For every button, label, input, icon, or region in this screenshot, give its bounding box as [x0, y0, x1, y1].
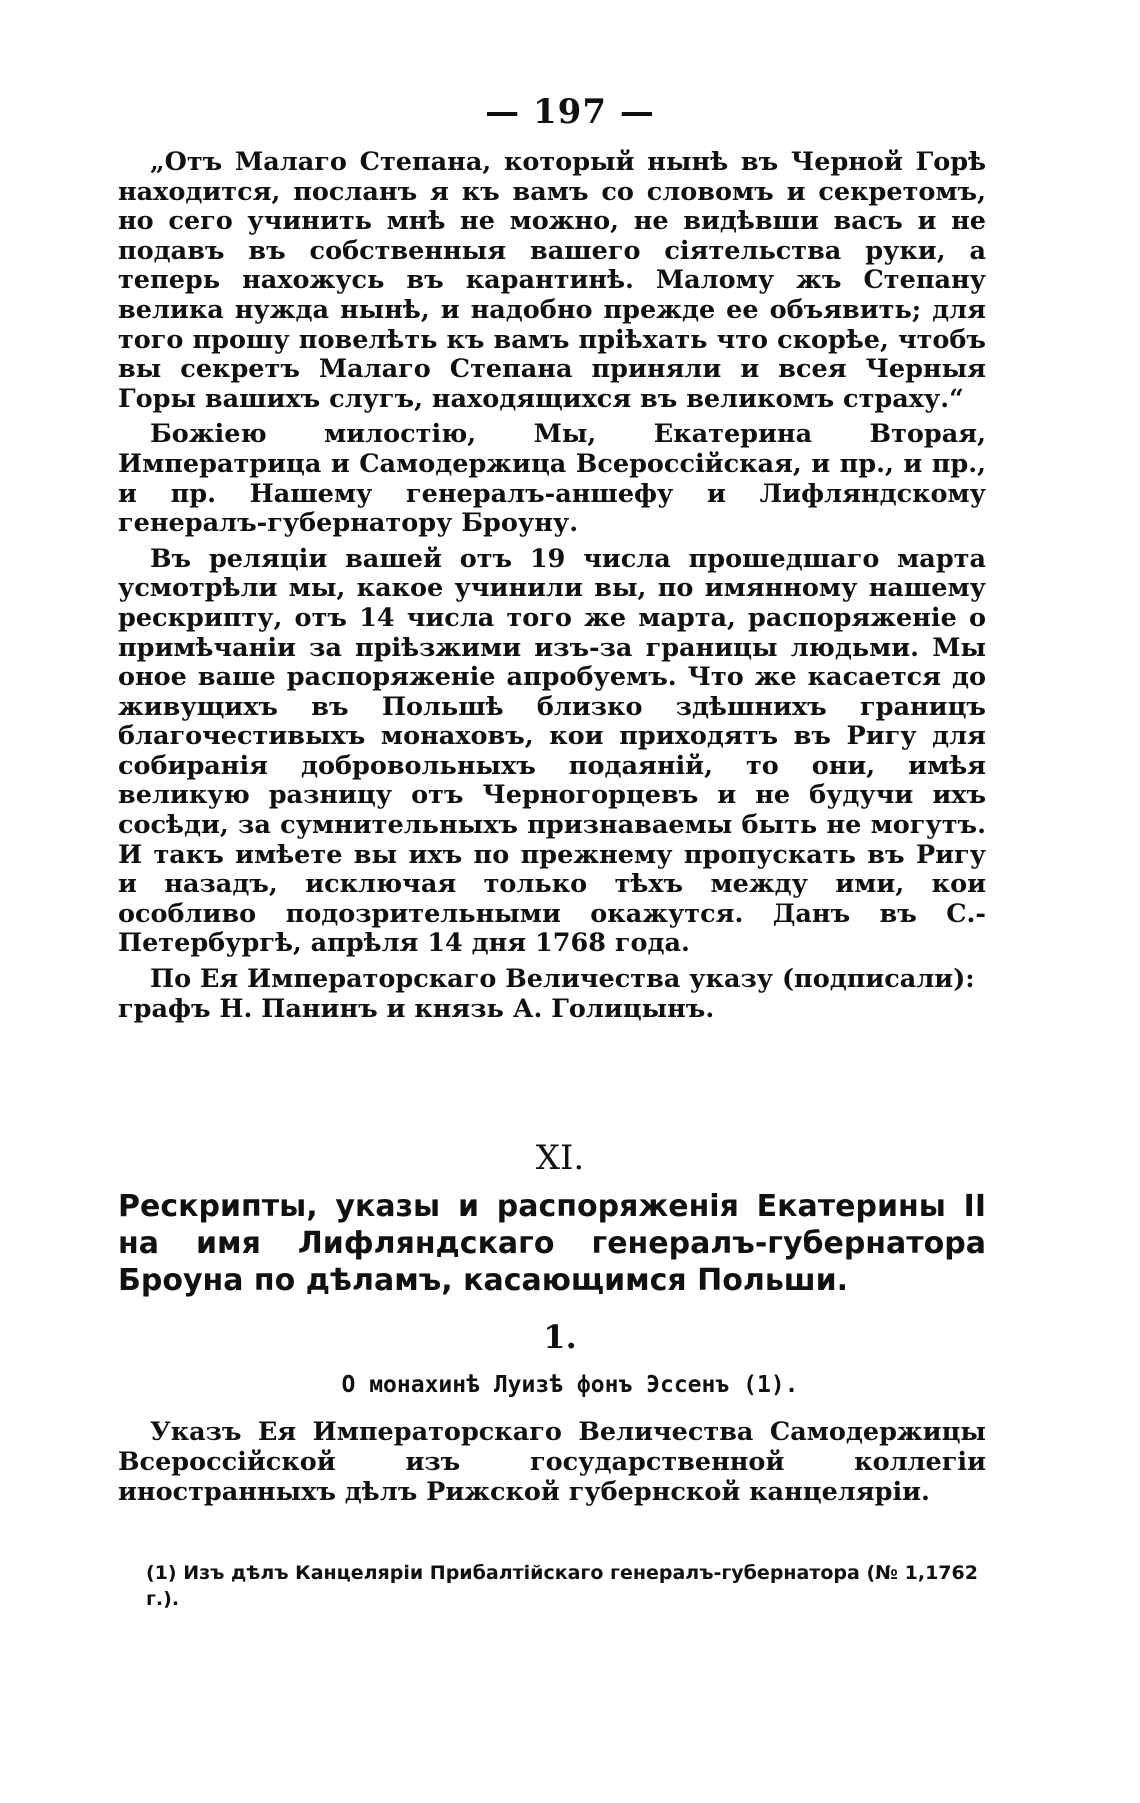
subsection-number: 1.	[543, 1318, 577, 1356]
subsection-heading-text: О монахинѣ Луизѣ фонъ Эссенъ	[341, 1372, 730, 1398]
subsection-heading	[0, 1372, 1140, 1398]
letter-quote-paragraph: „Отъ Малаго Степана, который нынѣ въ Черной Горѣ находится, посланъ я къ вамъ со словомъ и секретомъ, но сего учинить мнѣ не можно, не видѣвши васъ и не подавъ въ собственныя вашего сіятельства руки, а теперь нахожусь въ карантинѣ. Малому жъ Степану велика нужда нынѣ, и надобно прежде ее объявить; для того прошу повелѣть къ вамъ пріѣхать что скорѣе, чтобъ вы секретъ Малаго Степана приняли и всея Черныя Горы вашихъ слугъ, находящихся въ великомъ страху.“	[118, 147, 986, 414]
decree-text: Указъ Ея Императорскаго Величества Самодержицы Всероссійской изъ государственной коллегіи иностранныхъ дѣлъ Рижской губернской канцеляріи.	[118, 1417, 986, 1507]
section-numeral: XI.	[535, 1138, 585, 1178]
signature-line-1: По Ея Императорскаго Величества указу (подписали):	[150, 964, 975, 995]
body-text	[118, 148, 986, 1024]
main-text-paragraph: Въ реляціи вашей отъ 19 числа прошедшаго марта усмотрѣли мы, какое учинили вы, по имянному нашему рескрипту, отъ 14 числа того же марта, распоряженіе о примѣчаніи за пріѣзжими изъ-за границы людьми. Мы оное ваше распоряженіе апробуемъ. Что же касается до живущихъ въ Польшѣ близко здѣшнихъ границъ благочестивыхъ монаховъ, кои приходятъ въ Ригу для собиранія добровольныхъ подаяній, то они, имѣя великую разницу отъ Черногорцевъ и не будучи ихъ сосѣди, за сумнительныхъ признаваемы быть не могутъ. И такъ имѣете вы ихъ по прежнему пропускать въ Ригу и назадъ, исключая только тѣхъ между ими, кои особливо подозрительными окажутся. Данъ въ С.-Петербургѣ, апрѣля 14 дня 1768 года.	[118, 543, 986, 959]
footnote	[146, 1560, 1006, 1612]
footnote-reference: (1).	[743, 1372, 799, 1398]
address-paragraph: Божіею милостію, Мы, Екатерина Вторая, Императрица и Самодержица Всероссійская, и пр., и пр., и пр. Нашему генералъ-аншефу и Лифляндскому генералъ-губернатору Броуну.	[118, 419, 986, 539]
footnote-text: Изъ дѣлъ Канцеляріи Прибалтійскаго генералъ-губернатора (№ 1,1762 г.).	[146, 1562, 978, 1610]
signature-line-2: графъ Н. Панинъ и князь А. Голицынъ.	[118, 993, 715, 1024]
footnote-marker: (1)	[146, 1562, 177, 1584]
section-title: Рескрипты, указы и распоряженія Екатерины II на имя Лифляндскаго генералъ-губернатора Броуна по дѣламъ, касающимся Польши.	[118, 1189, 986, 1298]
decree-paragraph	[118, 1417, 986, 1507]
page-number: — 197 —	[485, 92, 655, 132]
